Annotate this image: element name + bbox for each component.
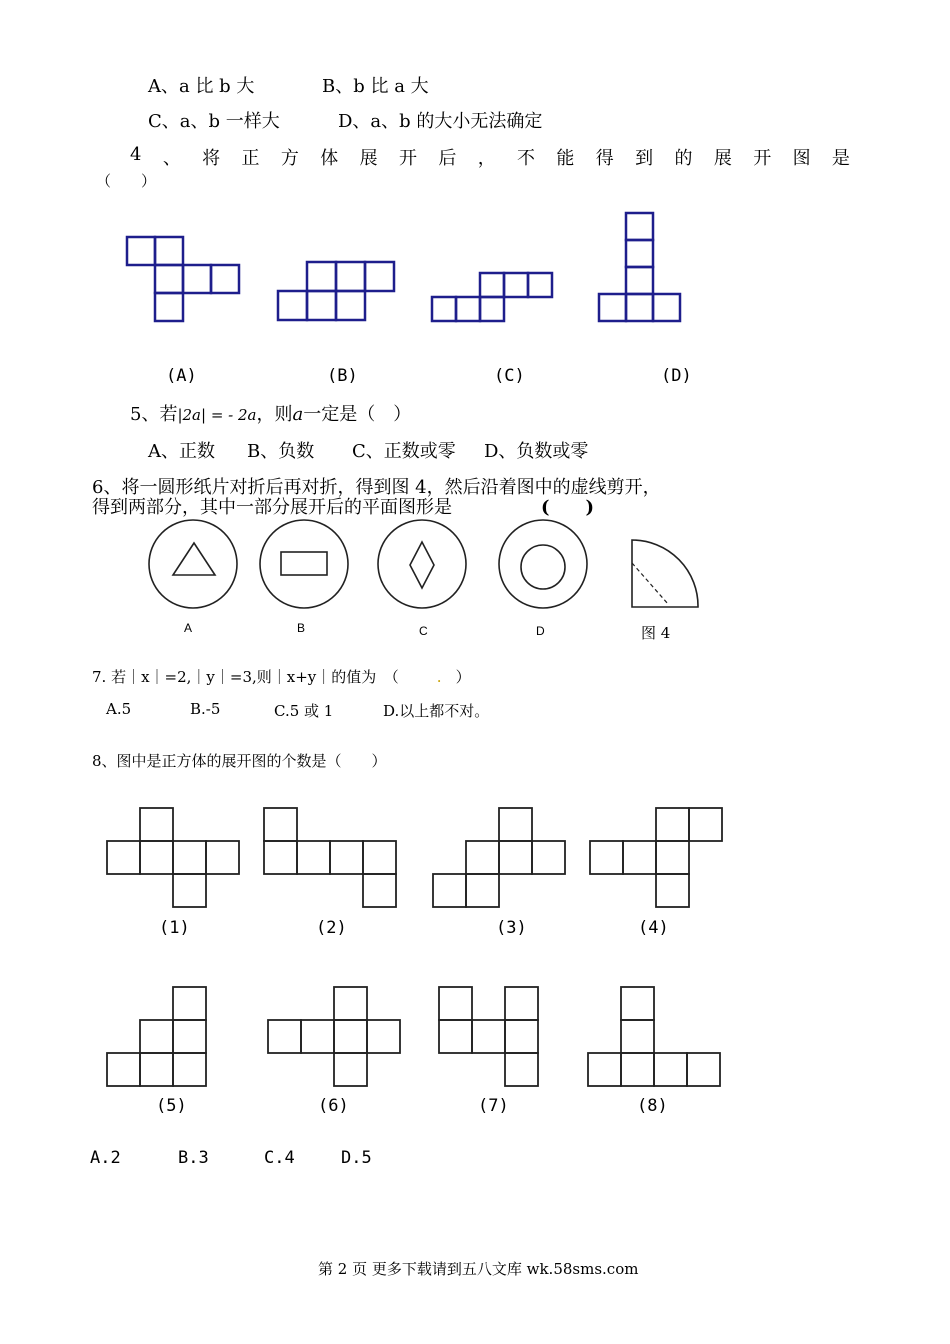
- q8-label-7: (7): [478, 1096, 509, 1116]
- q7-option-a: A.5: [106, 700, 132, 718]
- q8-label-4: (4): [638, 918, 669, 938]
- q6-label-c: C: [419, 624, 428, 638]
- q8-label-3: (3): [496, 918, 527, 938]
- q7-option-d: D.以上都不对。: [383, 702, 490, 720]
- q8-label-5: (5): [156, 1096, 187, 1116]
- q8-net-8: [588, 987, 720, 1086]
- q4-label-b: (B): [327, 366, 358, 386]
- q7-option-b: B.-5: [190, 700, 221, 718]
- q8-label-8: (8): [637, 1096, 668, 1116]
- q3-option-a: A、a 比 b 大: [148, 76, 255, 97]
- q8-label-2: (2): [316, 918, 347, 938]
- q5-question-text: 5、若|2a| = - 2a，则a一定是（ ）: [130, 404, 412, 425]
- q4-label-c: (C): [494, 366, 525, 386]
- q8-option-d: D.5: [341, 1148, 372, 1168]
- q3-option-d: D、a、b 的大小无法确定: [338, 111, 543, 132]
- q4-question-text: 4 、 将 正 方 体 展 开 后 ， 不 能 得 到 的 展 开 图 是: [130, 144, 850, 169]
- q8-label-1: (1): [159, 918, 190, 938]
- q8-option-a: A.2: [90, 1148, 121, 1168]
- q7-question-text: 7. 若｜x｜=2,｜y｜=3,则｜x+y｜的值为 （ . ）: [92, 668, 471, 686]
- q5-option-b: B、负数: [247, 441, 315, 462]
- q6-label-d: D: [536, 624, 545, 638]
- q4-answer-bracket: （ ）: [96, 172, 157, 190]
- q6-figure-4-label: 图 4: [641, 624, 671, 642]
- q3-option-b: B、b 比 a 大: [322, 76, 429, 97]
- q8-net-6: [268, 987, 400, 1086]
- q4-label-d: (D): [661, 366, 692, 386]
- q6-line-2: 得到两部分，其中一部分展开后的平面图形是: [92, 497, 452, 518]
- q8-label-6: (6): [318, 1096, 349, 1116]
- q6-line-1: 6、将一圆形纸片对折后再对折，得到图 4，然后沿着图中的虚线剪开，: [92, 477, 661, 498]
- q8-net-7: [439, 987, 538, 1086]
- q3-option-c: C、a、b 一样大: [148, 111, 280, 132]
- q8-option-b: B.3: [178, 1148, 209, 1168]
- q8-net-1: [107, 808, 239, 907]
- q6-answer-bracket: ( ): [541, 497, 595, 518]
- page-footer: 第 2 页 更多下载请到五八文库 wk.58sms.com: [318, 1260, 639, 1278]
- q5-option-c: C、正数或零: [352, 441, 456, 462]
- q4-label-a: (A): [166, 366, 197, 386]
- q8-option-c: C.4: [264, 1148, 295, 1168]
- q8-net-5: [107, 987, 206, 1086]
- q8-net-2: [264, 808, 396, 907]
- q6-label-a: A: [184, 621, 193, 635]
- q6-label-b: B: [297, 621, 306, 635]
- q8-net-4: [590, 808, 722, 907]
- q8-net-3: [433, 808, 565, 907]
- q5-option-d: D、负数或零: [484, 441, 589, 462]
- q7-option-c: C.5 或 1: [274, 702, 334, 720]
- q8-question-text: 8、图中是正方体的展开图的个数是（ ）: [92, 752, 387, 770]
- q5-option-a: A、正数: [148, 441, 215, 462]
